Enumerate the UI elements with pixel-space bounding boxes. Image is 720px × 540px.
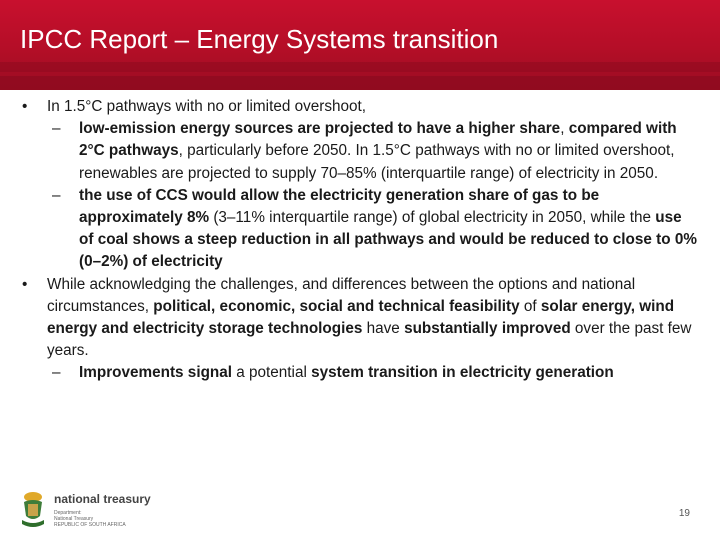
logo-treasury: National Treasury [54,516,94,522]
sub-bullet-text [79,120,677,181]
coat-of-arms-icon [18,490,48,528]
text-run: of [519,297,541,315]
text-run: (3–11% interquartile range) of global electricity in 2050, while the [209,209,656,227]
logo-name: national treasury [54,492,151,506]
bold-text-run: solar energy, wind energy and electricity storage technologies [47,297,675,338]
slide-title: IPCC Report – Energy Systems transition [20,24,499,54]
text-run: , particularly before 2050. In 1.5°C pathways with no or limited overshoot, renewables are projected to supply 70–85% (interquartile range) of electricity in 2050. [79,142,675,182]
sub-bullet-item [20,185,700,274]
text-run: , [560,120,569,138]
text-run: a potential [232,364,312,382]
text-run: While acknowledging the challenges, and differences between the options and national circumstances, [47,275,636,315]
title-banner [0,0,720,90]
sub-bullet-item [20,118,700,185]
banner-stripe [0,76,720,90]
text-run: over the past few years. [47,320,692,360]
logo-republic: REPUBLIC OF SOUTH AFRICA [54,522,126,528]
bullet-item [20,274,700,363]
bold-text-run: low-emission energy sources are projected to have a higher share [79,120,561,138]
banner-stripe [0,62,720,72]
bold-text-run: Improvements signal [79,364,233,382]
dash-marker: – [52,364,61,382]
text-run: have [362,320,405,338]
bullet-marker: • [22,275,28,293]
bold-text-run: use of coal shows a steep reduction in all pathways and would be reduced to close to 0% (0–2%) of electricity [79,209,697,271]
sub-bullet-item [20,362,700,384]
dash-marker: – [52,120,61,138]
page-number: 19 [678,508,690,519]
bullet-text: In 1.5°C pathways with no or limited overshoot, [47,98,367,115]
logo-department: Department: [54,510,82,516]
sub-bullet-text [79,364,614,381]
bold-text-run: system transition in electricity generation [311,364,614,382]
bold-text-run: the use of CCS would allow the electricity generation share of gas to be approximately 8% [79,186,600,227]
national-treasury-logo [18,490,178,530]
bullet-text [47,276,691,360]
slide-body [20,96,700,385]
bold-text-run: compared with 2°C pathways [79,120,677,160]
bullet-item [20,96,700,118]
bold-text-run: political, economic, social and technical feasibility [153,297,520,315]
sub-bullet-text [79,187,697,271]
bullet-marker: • [22,98,28,115]
dash-marker: – [52,186,61,204]
bold-text-run: substantially improved [404,320,571,338]
